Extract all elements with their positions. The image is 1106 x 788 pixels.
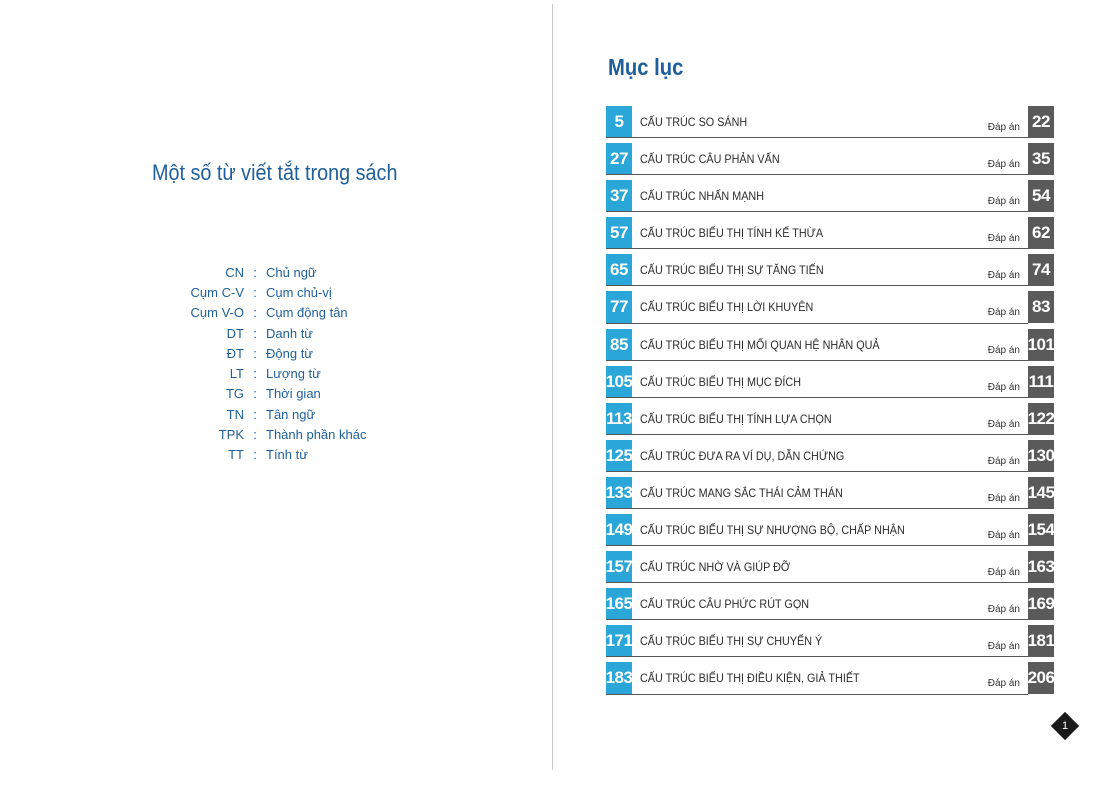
abbreviation-meaning: Tính từ — [266, 447, 308, 463]
toc-answer-label: Đáp án — [987, 159, 1020, 171]
toc-entry-label: CẤU TRÚC BIỂU THỊ SỰ TĂNG TIẾN — [640, 263, 824, 278]
toc-start-page: 113 — [606, 403, 632, 435]
toc-start-page: 85 — [606, 329, 632, 361]
toc-start-page: 37 — [606, 180, 632, 212]
toc-entry-label: CẤU TRÚC BIỂU THỊ SỰ NHƯỢNG BỘ, CHẤP NHẬN — [640, 523, 905, 538]
toc-title: Mục lục — [608, 54, 684, 80]
toc-entry-label: CẤU TRÚC BIỂU THỊ SỰ CHUYỂN Ý — [640, 634, 823, 649]
page-gutter-divider — [552, 4, 553, 770]
toc-answer-page: 62 — [1028, 217, 1054, 249]
toc-start-page: 157 — [606, 551, 632, 583]
toc-answer-page: 83 — [1028, 291, 1054, 323]
toc-entry-label: CẤU TRÚC NHỜ VÀ GIÚP ĐỠ — [640, 560, 791, 575]
abbreviation-key: CN — [225, 264, 244, 280]
abbreviation-meaning: Động từ — [266, 345, 314, 361]
toc-start-page: 133 — [606, 477, 632, 509]
abbreviation-meaning: Chủ ngữ — [266, 264, 317, 280]
abbreviation-row — [170, 363, 430, 383]
toc-answer-page: 122 — [1028, 403, 1054, 435]
abbreviation-row — [170, 384, 430, 404]
abbreviation-separator: : — [253, 284, 257, 300]
toc-answer-page: 154 — [1028, 514, 1054, 546]
abbreviation-meaning: Thời gian — [266, 386, 321, 402]
toc-answer-page: 130 — [1028, 440, 1054, 472]
toc-start-page: 27 — [606, 143, 632, 175]
toc-entry-label: CẤU TRÚC BIỂU THỊ ĐIỀU KIỆN, GIẢ THIẾT — [640, 671, 860, 686]
abbreviations-title: Một số từ viết tắt trong sách — [152, 160, 398, 185]
abbreviation-row — [170, 424, 430, 444]
toc-entry[interactable] — [606, 551, 1054, 588]
toc-entry[interactable] — [606, 254, 1054, 291]
abbreviation-key: TPK — [218, 427, 244, 443]
toc-entry-label: CẤU TRÚC SO SÁNH — [640, 115, 748, 129]
toc-answer-page: 145 — [1028, 477, 1054, 509]
toc-answer-label: Đáp án — [987, 344, 1020, 356]
toc-entry-label: CẤU TRÚC NHẤN MẠNH — [640, 189, 765, 204]
toc-entry-label: CẤU TRÚC BIỂU THỊ MỤC ĐÍCH — [640, 374, 802, 389]
toc-start-page: 183 — [606, 662, 632, 694]
toc-start-page: 57 — [606, 217, 632, 249]
toc-list — [606, 106, 1054, 700]
toc-answer-page: 35 — [1028, 143, 1054, 175]
toc-entry[interactable] — [606, 625, 1054, 662]
toc-start-page: 165 — [606, 588, 632, 620]
abbreviation-key: TN — [226, 406, 244, 422]
abbreviation-meaning: Thành phần khác — [266, 427, 367, 443]
toc-answer-page: 169 — [1028, 588, 1054, 620]
toc-answer-page: 206 — [1028, 662, 1054, 694]
toc-answer-label: Đáp án — [987, 270, 1020, 282]
abbreviation-meaning: Tân ngữ — [266, 406, 316, 422]
abbreviation-separator: : — [253, 325, 257, 341]
toc-entry-label: CẤU TRÚC BIỂU THỊ TÍNH LỰA CHỌN — [640, 411, 832, 426]
toc-entry-label: CẤU TRÚC ĐƯA RA VÍ DỤ, DẪN CHỨNG — [640, 448, 845, 463]
abbreviation-separator: : — [253, 386, 257, 402]
toc-entry[interactable] — [606, 291, 1054, 328]
toc-answer-page: 101 — [1028, 329, 1054, 361]
abbreviation-row — [170, 445, 430, 465]
toc-answer-page: 111 — [1028, 366, 1054, 398]
abbreviation-key: DT — [226, 325, 244, 341]
toc-entry[interactable] — [606, 106, 1054, 143]
toc-start-page: 5 — [606, 106, 632, 138]
toc-answer-page: 22 — [1028, 106, 1054, 138]
toc-entry-label: CẤU TRÚC MANG SẮC THÁI CẢM THÁN — [640, 485, 843, 500]
abbreviation-key: Cụm V-O — [190, 305, 244, 321]
abbreviation-meaning: Lượng từ — [266, 366, 321, 382]
toc-answer-label: Đáp án — [987, 678, 1020, 690]
toc-answer-page: 163 — [1028, 551, 1054, 583]
toc-entry[interactable] — [606, 477, 1054, 514]
abbreviation-row — [170, 323, 430, 343]
toc-answer-page: 74 — [1028, 254, 1054, 286]
toc-answer-label: Đáp án — [987, 122, 1020, 133]
abbreviation-meaning: Danh từ — [266, 325, 314, 341]
toc-entry-label: CẤU TRÚC CÂU PHỨC RÚT GỌN — [640, 597, 810, 612]
abbreviation-separator: : — [253, 264, 257, 280]
toc-answer-label: Đáp án — [987, 381, 1020, 393]
toc-entry[interactable] — [606, 180, 1054, 217]
abbreviation-row — [170, 303, 430, 323]
toc-start-page: 171 — [606, 625, 632, 657]
toc-entry-label: CẤU TRÚC BIỂU THỊ TÍNH KẾ THỪA — [640, 226, 824, 241]
toc-start-page: 77 — [606, 291, 632, 323]
toc-entry[interactable] — [606, 440, 1054, 477]
toc-entry[interactable] — [606, 143, 1054, 180]
abbreviation-separator: : — [253, 447, 257, 463]
abbreviation-separator: : — [253, 366, 257, 382]
toc-answer-label: Đáp án — [987, 492, 1020, 504]
abbreviation-key: LT — [229, 366, 244, 382]
toc-answer-label: Đáp án — [987, 196, 1020, 208]
abbreviation-separator: : — [253, 345, 257, 361]
page-number-badge — [1051, 712, 1079, 740]
abbreviation-meaning: Cụm chủ-vị — [266, 284, 332, 300]
toc-answer-page: 181 — [1028, 625, 1054, 657]
toc-entry[interactable] — [606, 514, 1054, 551]
toc-entry-label: CẤU TRÚC CÂU PHẢN VẤN — [640, 152, 780, 167]
page-number: 1 — [1061, 720, 1069, 732]
abbreviation-meaning: Cụm động tân — [266, 305, 348, 321]
abbreviation-row — [170, 262, 430, 282]
toc-entry[interactable] — [606, 403, 1054, 440]
abbreviation-separator: : — [253, 305, 257, 321]
toc-start-page: 125 — [606, 440, 632, 472]
abbreviation-row — [170, 404, 430, 424]
abbreviation-separator: : — [253, 427, 257, 443]
toc-entry[interactable] — [606, 217, 1054, 254]
abbreviation-key: TG — [225, 386, 244, 402]
abbreviation-row — [170, 282, 430, 302]
abbreviation-key: ĐT — [226, 345, 244, 361]
toc-entry[interactable] — [606, 588, 1054, 625]
right-page — [554, 0, 1106, 788]
toc-answer-page: 54 — [1028, 180, 1054, 212]
abbreviation-separator: : — [253, 406, 257, 422]
toc-entry-label: CẤU TRÚC BIỂU THỊ MỐI QUAN HỆ NHÂN QUẢ — [640, 337, 880, 352]
toc-answer-label: Đáp án — [987, 641, 1020, 653]
toc-answer-label: Đáp án — [987, 455, 1020, 467]
toc-entry[interactable] — [606, 366, 1054, 403]
abbreviation-key: TT — [228, 447, 244, 463]
toc-start-page: 65 — [606, 254, 632, 286]
toc-answer-label: Đáp án — [987, 567, 1020, 579]
toc-entry[interactable] — [606, 662, 1054, 699]
toc-answer-label: Đáp án — [987, 307, 1020, 319]
toc-start-page: 105 — [606, 366, 632, 398]
toc-answer-label: Đáp án — [987, 418, 1020, 430]
toc-entry-label: CẤU TRÚC BIỂU THỊ LỜI KHUYÊN — [640, 300, 814, 315]
toc-start-page: 149 — [606, 514, 632, 546]
abbreviation-key: Cụm C-V — [190, 284, 244, 300]
toc-answer-label: Đáp án — [987, 233, 1020, 245]
toc-answer-label: Đáp án — [987, 604, 1020, 616]
toc-entry[interactable] — [606, 329, 1054, 366]
abbreviation-list — [170, 262, 430, 465]
abbreviation-row — [170, 343, 430, 363]
toc-answer-label: Đáp án — [987, 530, 1020, 542]
